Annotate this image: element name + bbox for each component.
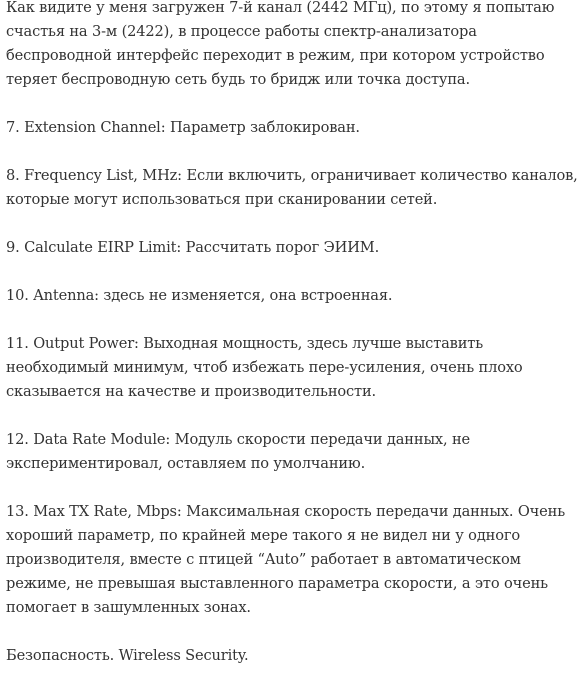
paragraph-wireless-security: Безопасность. Wireless Security. <box>6 647 249 664</box>
paragraph-antenna: 10. Antenna: здесь не изменяется, она встроенная. <box>6 287 393 304</box>
paragraph-intro: Как видите у меня загружен 7-й канал (2442 МГц), по этому я попытаю счастья на 3-м (2422), в процессе работы спектр-анализатора беспроводной интерфейс переходит в режим, при котором устройство теряет беспроводную сеть будь то бридж или точка доступа. <box>6 0 555 88</box>
paragraph-output-power: 11. Output Power: Выходная мощность, здесь лучше выставить необходимый минимум, чтоб избежать пере-усиления, очень плохо сказывается на качестве и производительности. <box>6 335 523 400</box>
paragraph-extension-channel: 7. Extension Channel: Параметр заблокирован. <box>6 119 360 136</box>
paragraph-frequency-list: 8. Frequency List, MHz: Если включить, ограничивает количество каналов, которые могут использоваться при сканировании сетей. <box>6 167 578 208</box>
paragraph-max-tx-rate: 13. Max TX Rate, Mbps: Максимальная скорость передачи данных. Очень хороший параметр, по крайней мере такого я не видел ни у одного производителя, вместе с птицей “Auto” работает в автоматическом режиме, не превышая выставленного параметра скорости, а это очень помогает в зашумленных зонах. <box>6 503 566 616</box>
paragraph-eirp-limit: 9. Calculate EIRP Limit: Рассчитать порог ЭИИМ. <box>6 239 380 256</box>
paragraph-data-rate-module: 12. Data Rate Module: Модуль скорости передачи данных, не экспериментировал, оставляем по умолчанию. <box>6 431 471 472</box>
